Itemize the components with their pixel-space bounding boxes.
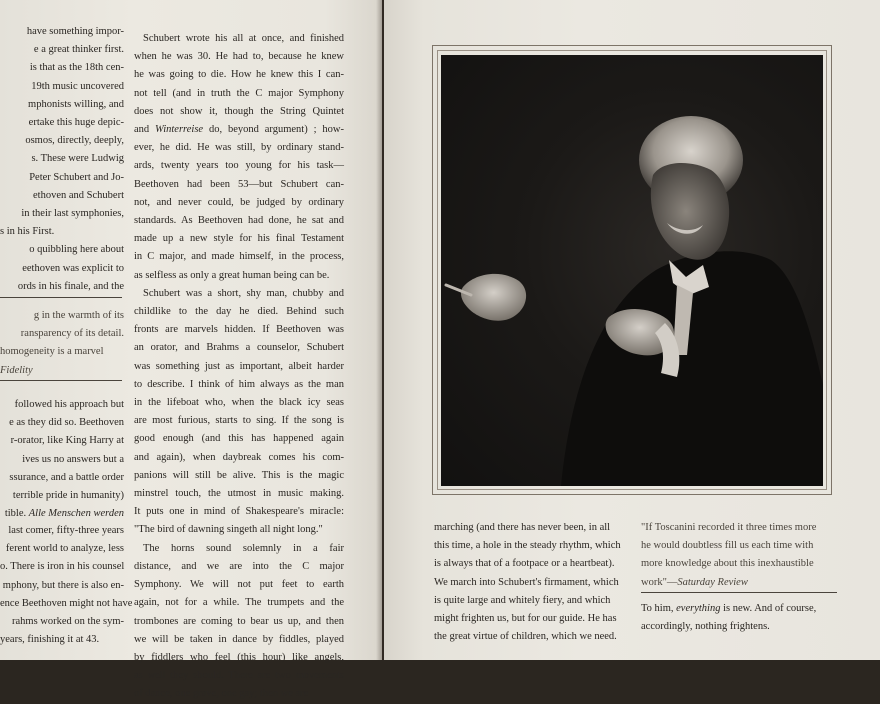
text-line: accordingly, nothing frightens. (641, 621, 770, 633)
text-line: rahms worked on the sym- (12, 616, 124, 628)
text-line: "The bird of dawning singeth all night long." (134, 524, 323, 536)
text-line: Peter Schubert and Jo- (29, 171, 124, 183)
text-line: e as they did so. Beethoven (9, 417, 124, 429)
text-line: ertake this huge depic- (28, 117, 124, 129)
text-line: might frighten us, but for our guide. He has (434, 613, 617, 625)
left-column-fragment-bottom (0, 522, 133, 649)
text-line: have something impor- (26, 26, 124, 37)
quote-line: g in the warmth of its (33, 310, 124, 321)
text-line: he was going to die. How he knew this I can- (134, 69, 344, 81)
text-line: The horns sound solemnly in a fair (143, 542, 344, 554)
left-column-fragment-middle (0, 396, 124, 523)
text-line: It puts one in mind of Shakespeare's miracle: (134, 506, 344, 518)
left-page (0, 0, 382, 700)
text-line: as selfless as only a great human being can be. (134, 269, 330, 281)
right-text-column (434, 519, 624, 646)
text-line: s. These were Ludwig (31, 153, 124, 165)
text-line: ethoven and Schubert (33, 189, 124, 201)
text-line: osmos, directly, deeply, (25, 135, 124, 147)
text-line: again, not for a while. The trumpets and the (134, 597, 344, 609)
italic-phrase: Alle Menschen werden (28, 508, 124, 520)
text-line: not tell (and in truth the C major Symphony (134, 87, 344, 99)
text-line: o. There is iron in his counsel (0, 561, 125, 573)
text-line: s in his First. (0, 226, 55, 238)
divider-rule (0, 380, 122, 381)
text-line: is always that of a footpace or a heartbeat). (434, 558, 615, 570)
text-line: not, and never could, be judged by ordinary (134, 196, 344, 208)
quote-source: Saturday Review (677, 576, 748, 588)
text-line: are most furious, starts to sing. If the song is (134, 415, 344, 427)
text-line: 19th music uncovered (31, 80, 124, 92)
italic-title: Winterreise (155, 124, 204, 136)
conductor-photo (441, 55, 823, 486)
text-line: followed his approach but (14, 399, 124, 410)
text-line: made up a new style for his final Testament (134, 233, 344, 245)
text-line: of dance, one grave, one gay; then we are (134, 688, 309, 700)
text-line: panions will still be alive. This is the magic (134, 469, 344, 481)
text-line: terrible pride in humanity) (12, 490, 124, 502)
text-line: in the lifeboat who, when the black icy seas (134, 397, 344, 409)
text-line: ords in his finale, and the (17, 280, 124, 292)
text-line: distance, and we are into the C major (134, 560, 344, 572)
text-line: ever, he did. He was still, by ordinary stand- (134, 142, 344, 154)
text-line: fronts are marvels hidden. If Beethoven was (134, 324, 344, 336)
text-line: last comer, fifty-three years (8, 525, 124, 536)
text-line: was something just as important, albeit harder (134, 360, 344, 372)
pull-quote-fidelity (0, 307, 124, 380)
text-line: childlike to the day he died. Behind such (134, 306, 344, 318)
conductor-illustration (441, 55, 823, 486)
text-fragment: To him, (641, 603, 677, 614)
text-line: we will be taken in dance by fiddles, played (134, 633, 344, 645)
text-line: ferent world to analyze, less (5, 543, 124, 555)
text-line: and again), when daybreak comes his com- (134, 451, 344, 463)
text-line: mphonists willing, and (28, 98, 124, 110)
italic-word: everything (676, 603, 721, 614)
text-line: We march into Schubert's firmament, which (434, 576, 619, 588)
quote-fragment: work"— (641, 576, 678, 588)
text-line: Symphony. We will not put feet to earth (134, 579, 344, 591)
divider-rule (0, 297, 122, 298)
text-line: ives us no answers but a (22, 453, 124, 465)
closing-text (641, 600, 841, 636)
quote-line: more knowledge about this inexhaustible (641, 558, 814, 570)
text-line: to describe. I think of him always as the man (134, 378, 344, 390)
text-line: standards. As Beethoven had done, he sat and (134, 215, 344, 227)
text-line: eethoven was explicit to (22, 262, 124, 274)
text-line: e a great thinker first. (33, 44, 124, 56)
text-fragment: tible. (4, 508, 27, 520)
text-line: an orator, and Brahms a counselor, Schubert (134, 342, 344, 354)
text-line: ence Beethoven might not have (0, 597, 133, 609)
main-text-column (134, 30, 344, 704)
text-line: r-orator, like King Harry at (10, 435, 124, 447)
text-line: ards, twenty years too young for his task— (134, 160, 344, 172)
text-line: good enough (and this has happened again (134, 433, 344, 445)
text-line: this time, a hole in the steady rhythm, which (434, 540, 621, 552)
text-line: mphony, but there is also en- (2, 579, 124, 591)
text-line: by fiddlers who feel (this hour) like angels, (134, 651, 344, 663)
left-column-fragment-top (0, 23, 124, 296)
text-line: Schubert was a short, shy man, chubby and (143, 287, 344, 299)
text-line: as well they should. There are two movements (134, 670, 344, 682)
text-line: Beethoven had been 53—but Schubert can- (134, 178, 344, 190)
text-line: in C major, and made himself, in the process, (134, 251, 344, 263)
text-line: is that as the 18th cen- (29, 62, 124, 74)
text-line: does not show it, though the String Quintet (134, 105, 344, 117)
quote-line: he would doubtless fill us each time with (641, 540, 814, 552)
text-line (641, 600, 841, 618)
text-line: and Winterreise do, beyond argument) ; how- (134, 124, 344, 136)
text-fragment: is new. And of course, (720, 603, 817, 614)
quote-line: "If Toscanini recorded it three times more (641, 522, 817, 533)
text-line: when he was 30. He had to, because he knew (134, 51, 344, 63)
text-line: years, finishing it at 43. (0, 634, 100, 646)
text-line: Schubert wrote his all at once, and finished (143, 33, 344, 44)
text-line: marching (and there has never been, in all (434, 522, 611, 533)
text-line: o quibbling here about (29, 244, 124, 256)
divider-rule (641, 592, 837, 593)
text-line: ssurance, and a battle order (9, 471, 124, 483)
quote-line: ransparency of its detail. (20, 328, 124, 340)
text-line (0, 505, 124, 523)
quote-line: homogeneity is a marvel (0, 346, 104, 358)
text-line: is quite large and whitely fiery, and which (434, 594, 611, 606)
text-line: trombones are coming to bear us up, and then (134, 615, 344, 627)
text-line: minstrel touch, the utmost in music making. (134, 488, 344, 500)
quote-source: Fidelity (0, 364, 33, 376)
pull-quote-saturday-review (641, 519, 841, 592)
quote-line (641, 574, 841, 592)
text-line: in their last symphonies, (21, 208, 124, 220)
text-line: the great virtue of children, which we need. (434, 631, 617, 643)
